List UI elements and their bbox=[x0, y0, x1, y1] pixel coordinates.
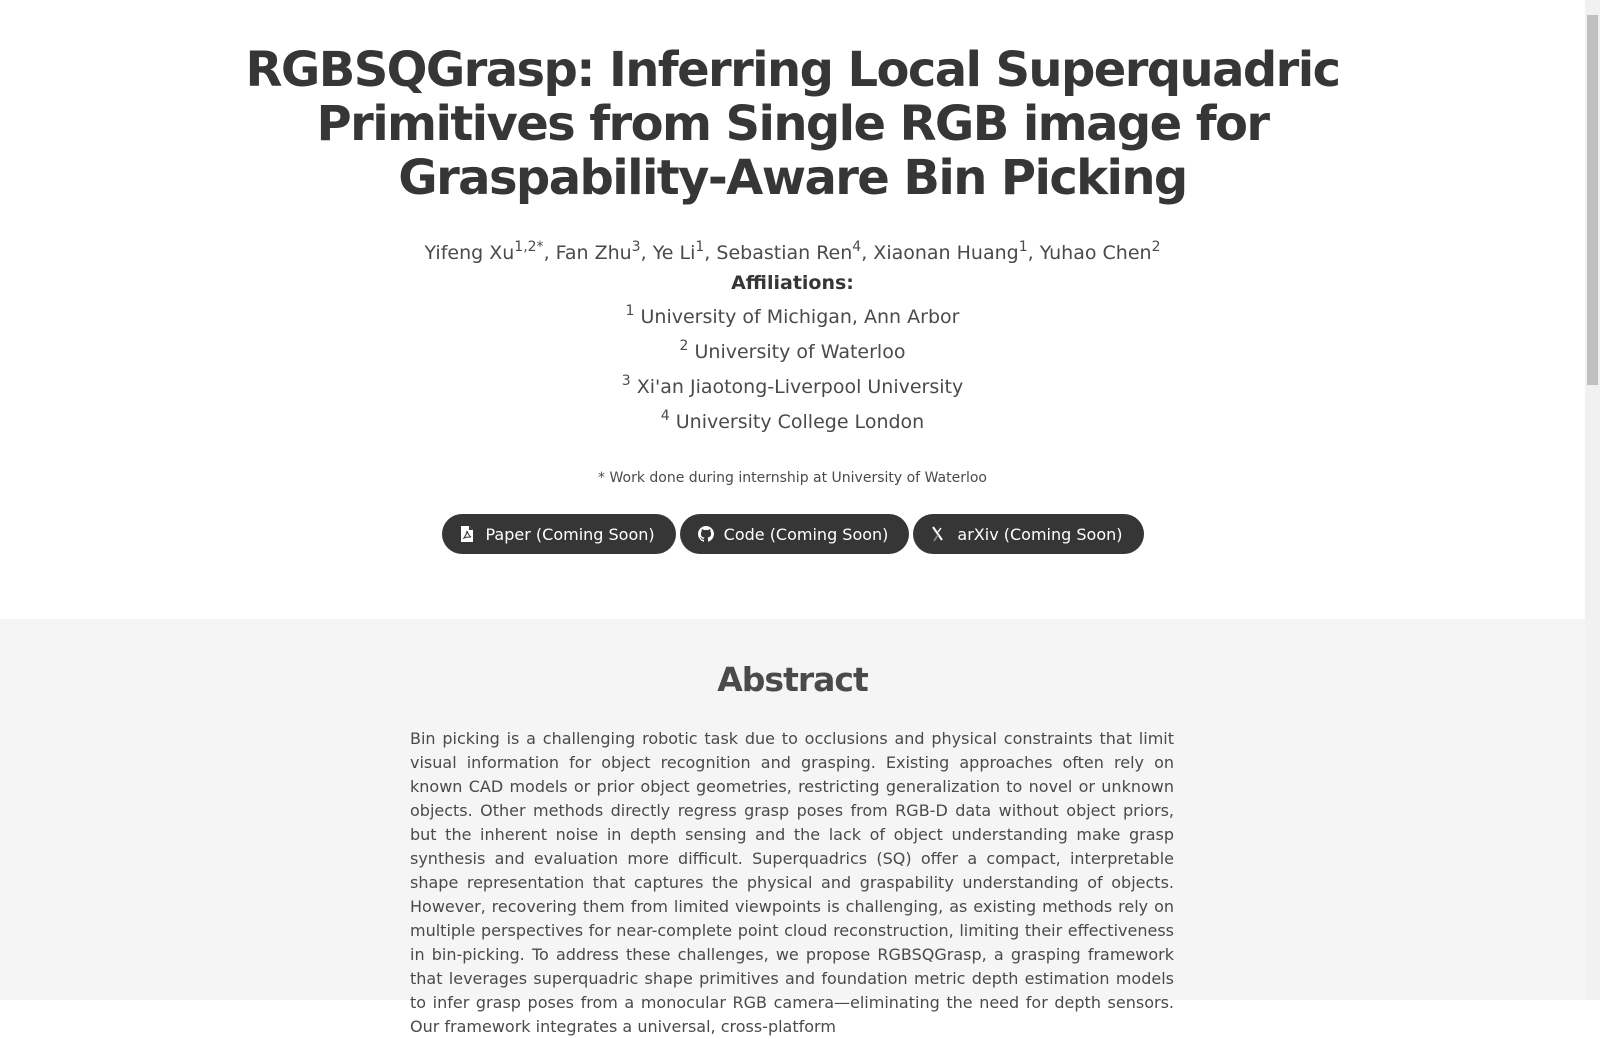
internship-note: * Work done during internship at University of Waterloo bbox=[598, 470, 987, 486]
abstract-heading: Abstract bbox=[717, 660, 868, 699]
author-affiliation-mark: 1 bbox=[695, 239, 705, 255]
author-affiliation-mark: 3 bbox=[631, 239, 641, 255]
affiliation-number: 4 bbox=[660, 408, 670, 424]
author-affiliation-mark: 4 bbox=[852, 239, 862, 255]
affiliation-name: University of Waterloo bbox=[694, 341, 906, 363]
affiliation-number: 1 bbox=[625, 303, 635, 319]
author-name[interactable]: Fan Zhu bbox=[555, 242, 632, 264]
author-affiliation-mark: 1,2* bbox=[514, 239, 544, 255]
affiliation-item bbox=[0, 370, 1585, 405]
scrollbar-thumb[interactable] bbox=[1587, 15, 1598, 385]
abstract-text: Bin picking is a challenging robotic task due to occlusions and physical constraints that limit visual information for object recognition and grasping. Existing approaches often rely on known CAD models or prior object geometries, restricting generalization to novel or unknown objects. Other methods directly regress grasp poses from RGB-D data without object priors, but the inherent noise in depth sensing and the lack of object understanding make grasp synthesis and evaluation more difficult. Superquadrics (SQ) offer a compact, interpretable shape representation that captures the physical and graspability understanding of objects. However, recovering them from limited viewpoints is challenging, as existing methods rely on multiple perspectives for near-complete point cloud reconstruction, limiting their effectiveness in bin-picking. To address these challenges, we propose RGBSQGrasp, a grasping framework that leverages superquadric shape primitives and foundation metric depth estimation models to infer grasp poses from a monocular RGB camera—eliminating the need for depth sensors. Our framework integrates a universal, cross-platform bbox=[410, 729, 1174, 1036]
abstract-section bbox=[0, 619, 1585, 1036]
code-button[interactable] bbox=[680, 514, 910, 554]
link-buttons bbox=[0, 514, 1585, 554]
author-name[interactable]: Yifeng Xu bbox=[424, 242, 515, 264]
file-pdf-icon bbox=[460, 526, 474, 542]
title-line: Primitives from Single RGB image for bbox=[316, 96, 1269, 152]
github-icon bbox=[698, 526, 712, 542]
affiliation-list bbox=[0, 300, 1585, 440]
affiliations-heading: Affiliations: bbox=[731, 272, 854, 294]
author-list: Yifeng $Xu^{1,2*}$, Fan Zhu$^3$, Ye Li$^1$, Sebastian Ren$^4$, Xiaonan Huang$^1$, Yuhao Chen$^2$ bbox=[424, 239, 1161, 264]
affiliation-name: University College London bbox=[675, 411, 925, 433]
affiliation-name: Xi'an Jiaotong-Liverpool University bbox=[636, 376, 964, 398]
author-name[interactable]: Yuhao Chen bbox=[1039, 242, 1152, 264]
affiliation-number: 2 bbox=[679, 338, 689, 354]
paper-button-label: Paper (Coming Soon) bbox=[485, 524, 655, 544]
arxiv-icon bbox=[931, 526, 945, 542]
arxiv-button[interactable] bbox=[913, 514, 1143, 554]
title-line: RGBSQGrasp: Inferring Local Superquadric bbox=[245, 42, 1340, 98]
affiliation-item bbox=[0, 335, 1585, 370]
title-line: Graspability-Aware Bin Picking bbox=[398, 150, 1187, 206]
affiliation-item bbox=[0, 405, 1585, 440]
author-affiliation-mark: 2 bbox=[1151, 239, 1161, 255]
paper-button[interactable] bbox=[442, 514, 676, 554]
affiliation-name: University of Michigan, Ann Arbor bbox=[640, 306, 960, 328]
author-name[interactable]: Ye Li bbox=[652, 242, 696, 264]
affiliation-number: 3 bbox=[621, 373, 631, 389]
page-title bbox=[0, 43, 1585, 205]
arxiv-button-label: arXiv (Coming Soon) bbox=[957, 524, 1123, 544]
author-name[interactable]: Sebastian Ren bbox=[716, 242, 853, 264]
vertical-scrollbar[interactable] bbox=[1585, 0, 1600, 1000]
author-name[interactable]: Xiaonan Huang bbox=[873, 242, 1019, 264]
code-button-label: Code (Coming Soon) bbox=[723, 524, 889, 544]
author-affiliation-mark: 1 bbox=[1018, 239, 1028, 255]
affiliation-item bbox=[0, 300, 1585, 335]
